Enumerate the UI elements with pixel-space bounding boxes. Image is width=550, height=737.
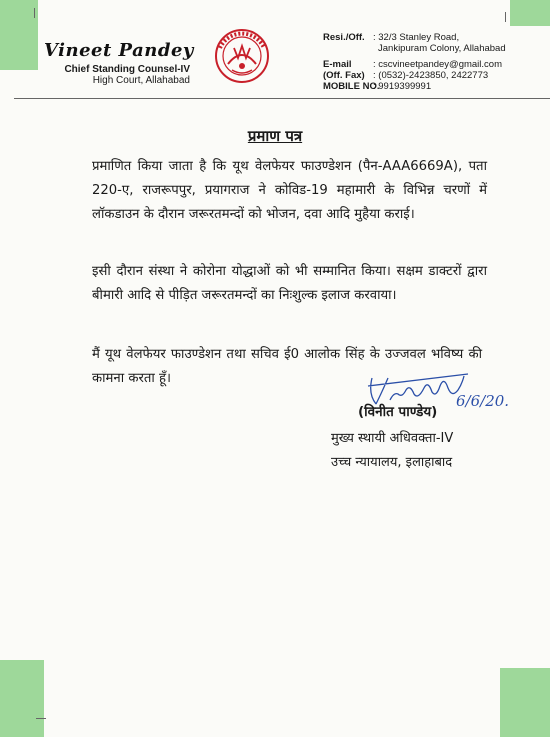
scan-mark <box>505 12 506 22</box>
mobile-value: : 9919399991 <box>373 81 432 92</box>
letterhead-designation <box>44 64 190 86</box>
mobile-label: MOBILE NO. <box>323 81 380 92</box>
letter-paragraph-2: इसी दौरान संस्था ने कोरोना योद्धाओं को भी सम्मानित किया। सक्षम डाक्टरों द्वारा बीमारी आदि से पीड़ित जरूरतमन्दों का निःशुल्क इलाज करवाया। <box>92 264 487 303</box>
letter-heading: प्रमाण पत्र <box>247 127 303 145</box>
designation-line1: Chief Standing Counsel-IV <box>64 64 190 75</box>
fax-value: : (0532)-2423850, 2422773 <box>373 70 489 81</box>
signatory-title-line1: मुख्य स्थायी अधिवक्ता-IV <box>331 431 454 446</box>
scan-tab-bottom-left <box>0 660 44 737</box>
fax-label: (Off. Fax) <box>323 70 365 81</box>
signature-date: 6/6/20. <box>456 392 510 410</box>
designation-line2: High Court, Allahabad <box>92 75 190 86</box>
letterhead-name: Vineet Pandey <box>44 40 194 61</box>
email-value: : cscvineetpandey@gmail.com <box>373 59 502 70</box>
scan-tab-bottom-right <box>500 668 550 737</box>
letter-paragraph-1: प्रमाणित किया जाता है कि यूथ वेलफेयर फाउण्डेशन (पैन-AAA6669A), पता 220-ए, राजरूपपुर, प्रयागराज ने कोविड-19 महामारी के विभिन्न चरणों में लॉकडाउन के दौरान जरूरतमन्दों को भोजन, दवा आदि मुहैया कराई। <box>92 159 487 222</box>
resi-line1: : 32/3 Stanley Road, <box>373 32 460 43</box>
scan-tab-top-right <box>510 0 550 26</box>
scan-mark <box>36 718 46 719</box>
letterhead-divider <box>14 98 550 99</box>
letter-paragraph-3: मैं यूथ वेलफेयर फाउण्डेशन तथा सचिव ई0 आलोक सिंह के उज्जवल भविष्य की कामना करता हूँ। <box>92 347 482 386</box>
signatory-name: (विनीत पाण्डेय) <box>358 404 438 420</box>
scan-mark <box>34 8 35 18</box>
uttar-pradesh-seal-icon <box>214 28 270 84</box>
email-label: E-mail <box>323 59 352 70</box>
signatory-title-line2: उच्च न्यायालय, इलाहाबाद <box>331 455 453 470</box>
resi-line2: Jankipuram Colony, Allahabad <box>378 43 506 54</box>
scan-tab-top-left <box>0 0 38 70</box>
signatory-title <box>331 427 453 475</box>
resi-label: Resi./Off. <box>323 32 365 43</box>
